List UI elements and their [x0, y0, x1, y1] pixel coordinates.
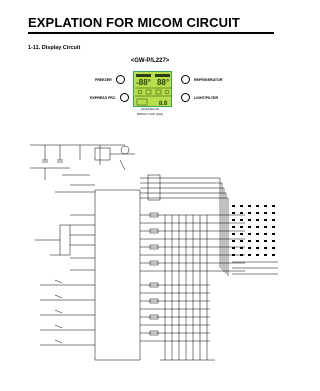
connector	[60, 225, 70, 255]
lock-unlock-caption: LOCK/UNLOCK	[140, 108, 160, 111]
regulator-ic	[95, 148, 110, 160]
page-title: EXPLATION FOR MICOM CIRCUIT	[28, 15, 240, 30]
refrigerator-button-label: REFRIGERATOR	[194, 77, 223, 82]
lcd-fridge-digits: 88°	[156, 78, 170, 87]
led-column-3	[248, 205, 251, 256]
display-lock-caption: DISPLAY LOCK (3sec)	[136, 113, 164, 116]
light-filter-button-label: LIGHT/FILTER	[194, 95, 219, 100]
model-label: <GW-P/L227>	[130, 58, 170, 64]
resistor-array	[148, 175, 160, 200]
led-column-5	[264, 205, 267, 256]
express-frz-button-label: EXPRESS FRZ.	[90, 95, 116, 100]
buzzer	[121, 146, 129, 154]
lcd-freezer-digits: -88°	[136, 78, 151, 87]
lcd-filter-digits: 8.8	[158, 101, 168, 107]
led-column-6	[272, 205, 275, 256]
led-column-4	[256, 205, 259, 256]
section-heading: 1-11. Display Circuit	[28, 45, 81, 51]
led-matrix	[232, 205, 275, 256]
led-column-2	[240, 205, 243, 256]
freezer-button-label: FREEZER	[95, 77, 112, 82]
micom-ic	[95, 190, 140, 360]
led-column-1	[232, 205, 235, 256]
